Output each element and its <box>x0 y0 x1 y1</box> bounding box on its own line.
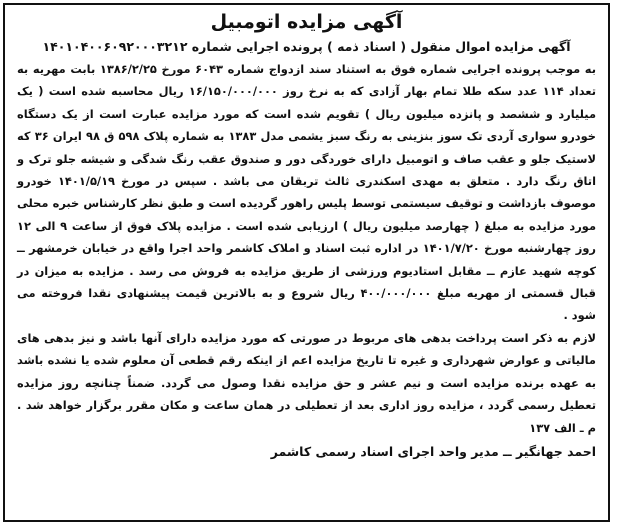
notice-paragraph-terms: لازم به ذکر است پرداخت بدهی های مربوط در صورتی که مورد مزایده دارای آنها باشد و نیز بدهی های مالیاتی و عوارض شهرداری و غیره تا تاریخ مزایده اعم از اینکه رقم قطعی آن معلوم شده یا نشده باشد به عهده برنده مزایده است و نیم عشر و حق مزایده نقدا وصول می گردد. ضمناً چنانچه روز مزایده تعطیل رسمی گردد ، مزایده روز اداری بعد از تعطیلی در همان ساعت و مکان مقرر برگزار خواهد شد . م ـ الف ۱۳۷ <box>17 330 596 435</box>
notice-subtitle: آگهی مزایده اموال منقول ( اسناد ذمه ) پرونده اجرایی شماره ۱۴۰۱۰۴۰۰۶۰۹۲۰۰۰۳۲۱۲ <box>42 39 571 54</box>
auction-notice <box>3 3 610 522</box>
notice-signature: احمد جهانگیر ــ مدیر واحد اجرای اسناد رسمی کاشمر <box>270 443 596 459</box>
notice-title: آگهی مزایده اتومبیل <box>210 11 403 33</box>
notice-paragraph-main: به موجب پرونده اجرایی شماره فوق به استناد سند ازدواج شماره ۶۰۴۳ مورخ ۱۳۸۶/۲/۲۵ بابت مهریه به تعداد ۱۱۴ عدد سکه طلا تمام بهار آزادی که به نرخ روز ۱۶/۱۵۰/۰۰۰/۰۰۰ ریال محاسبه شده است ( یک میلیارد و ششصد و پانزده میلیون ریال ) تقویم شده است که مورد مزایده عبارت است از یک دستگاه خودرو سواری آردی تک سوز بنزینی به رنگ سبز یشمی مدل ۱۳۸۳ به شماره پلاک ۵۹۸ ق ۹۸ ایران ۳۶ که لاستیک جلو و عقب صاف و اتومبیل دارای خوردگی دور و صندوق عقب رنگ شدگی و شیشه جلو ترک و اتاق رنگ دارد . متعلق به مهدی اسکندری ثالث تربقان می باشد . سپس در مورخ ۱۴۰۱/۵/۱۹ خودرو موصوف بازداشت و توقیف سیستمی توسط پلیس راهور گردیده است و طبق نظر کارشناس خبره محلی مورد مزایده به مبلغ ( چهارصد میلیون ریال ) ارزیابی شده است . مزایده پلاک فوق از ساعت ۹ الی ۱۲ روز چهارشنبه مورخ ۱۴۰۱/۷/۲۰ در اداره ثبت اسناد و املاک کاشمر واحد اجرا واقع در خیابان خرمشهر ــ کوچه شهید عازم ــ مقابل استادیوم ورزشی از طریق مزایده به فروش می رسد . مزایده به میزان در قبال قسمتی از مهریه مبلغ ۴۰۰/۰۰۰/۰۰۰ ریال شروع و به بالاترین قیمت پیشنهادی نقدا فروخته می شود . <box>17 62 596 323</box>
